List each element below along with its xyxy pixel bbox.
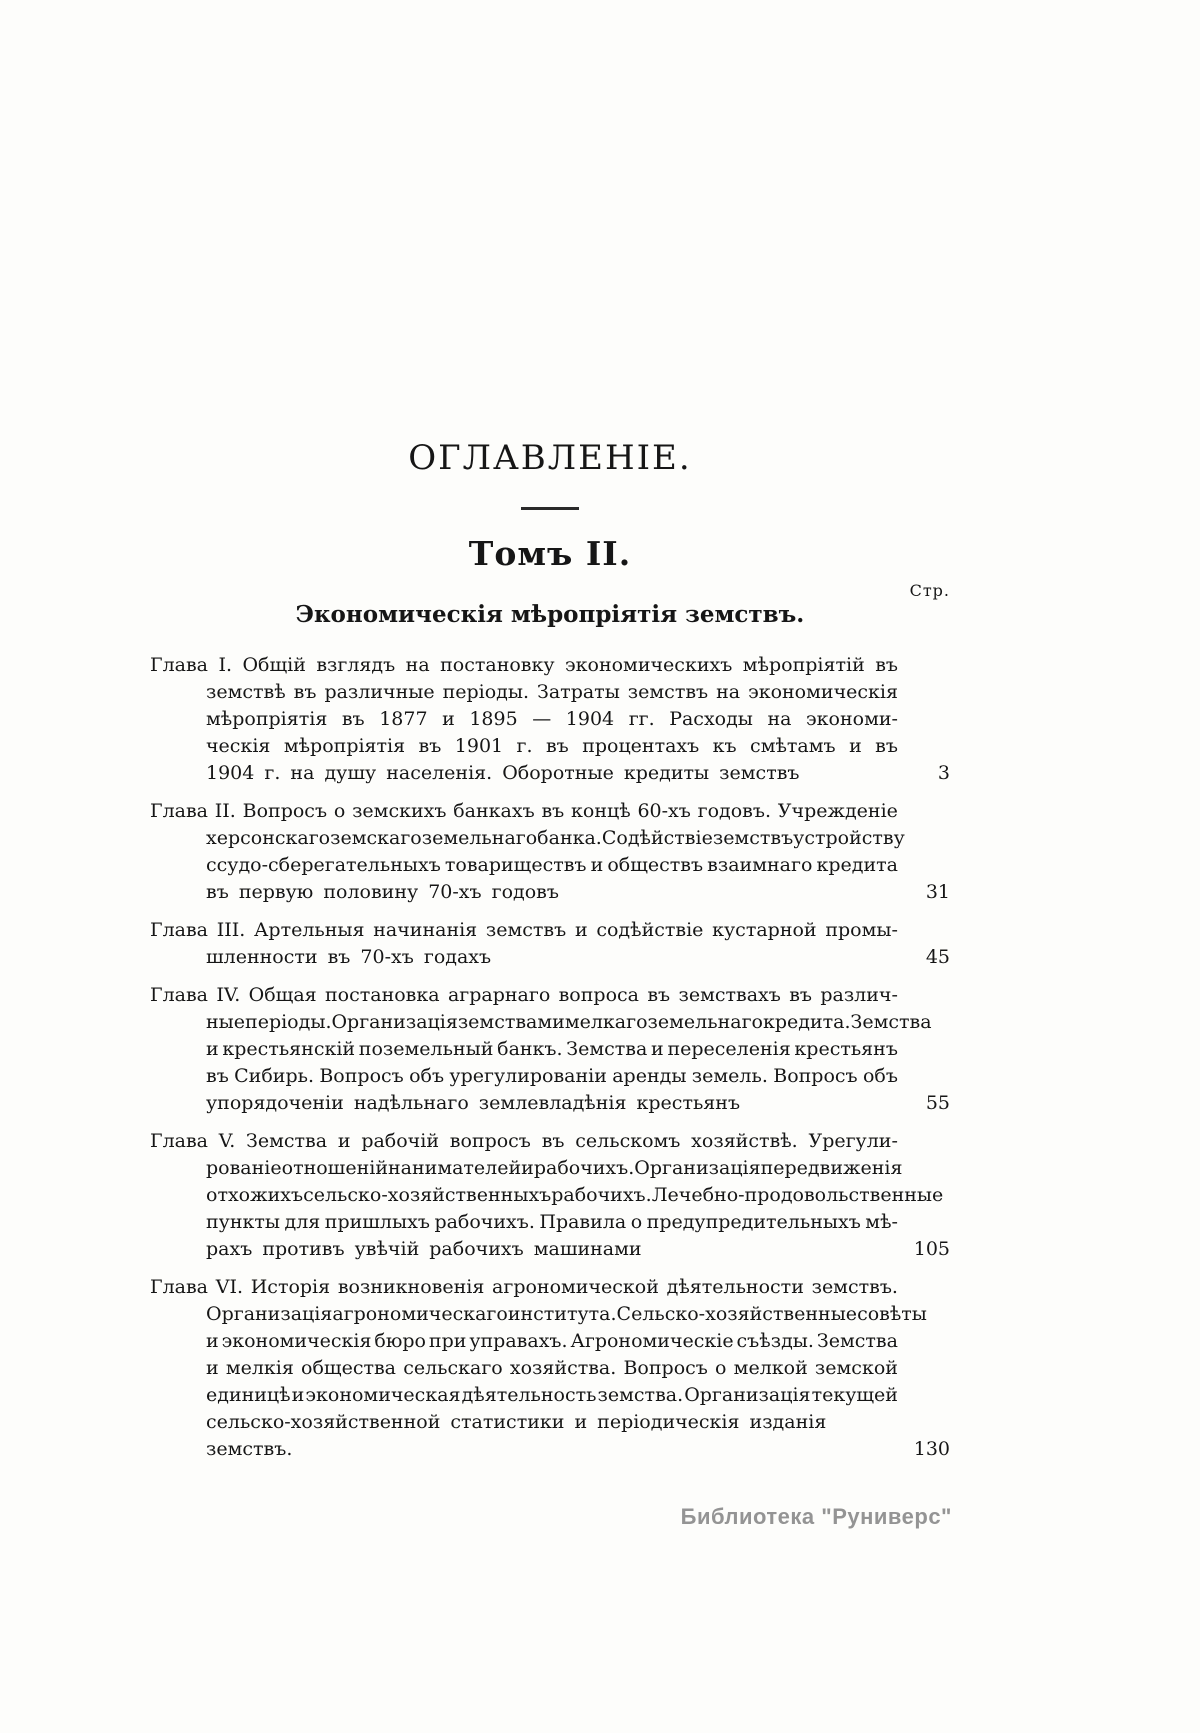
toc-entry-line: отхожихъ сельско-хозяйственныхъ рабочихъ. Лечебно-продовольственные	[206, 1184, 944, 1207]
toc-content	[150, 438, 950, 1474]
toc-entry-page: 3	[937, 762, 950, 785]
toc-entry-line: ческія мѣропріятія въ 1901 г. въ процентахъ къ смѣтамъ и въ	[206, 735, 898, 758]
toc-entry-lines	[150, 1128, 950, 1263]
toc-entry-line: Глава V. Земства и рабочій вопросъ въ сельскомъ хозяйствѣ. Урегули-	[150, 1130, 898, 1153]
toc-entry-line: ные періоды. Организація земствами мелкаго земельнаго кредита. Земства	[206, 1011, 932, 1034]
toc-entry	[150, 917, 950, 971]
toc-entry-line: сельско-хозяйственной статистики и періодическія изданія земствъ.	[206, 1411, 827, 1461]
toc-entry-line: рахъ противъ увѣчій рабочихъ машинами	[206, 1238, 642, 1261]
toc-entry-line: Организація агрономическаго института. Сельско-хозяйственные совѣты	[206, 1303, 927, 1326]
toc-entry-line: Глава IV. Общая постановка аграрнаго вопроса въ земствахъ въ различ-	[150, 984, 898, 1007]
volume-heading: Томъ II.	[468, 533, 632, 573]
toc-entry	[150, 1128, 950, 1263]
title-divider	[521, 507, 579, 510]
toc-entry	[150, 652, 950, 787]
toc-entry-line: шленности въ 70-хъ годахъ	[206, 946, 492, 969]
toc-entry	[150, 1274, 950, 1463]
toc-entry-line: херсонскаго земскаго земельнаго банка. Содѣйствіе земствъ устройству	[206, 827, 905, 850]
toc-entry-line: и мелкія общества сельскаго хозяйства. Вопросъ о мелкой земской	[206, 1357, 898, 1380]
toc-entry-lines	[150, 917, 950, 971]
toc-entry-line: пункты для пришлыхъ рабочихъ. Правила о предупредительныхъ мѣ-	[206, 1211, 898, 1234]
toc-entry-line: Глава VI. Исторія возникновенія агрономической дѣятельности земствъ.	[150, 1276, 898, 1299]
toc-entry-line: упорядоченіи надѣльнаго землевладѣнія крестьянъ	[206, 1092, 741, 1115]
toc-entry-line: въ первую половину 70-хъ годовъ	[206, 881, 559, 904]
library-watermark: Библиотека "Руниверс"	[680, 1504, 952, 1529]
toc-entry	[150, 982, 950, 1117]
toc-entry-line: Глава III. Артельныя начинанія земствъ и содѣйствіе кустарной промы-	[150, 919, 898, 942]
section-title: Экономическія мѣропріятія земствъ.	[295, 600, 805, 628]
toc-entry-line: ссудо-сберегательныхъ товариществъ и обществъ взаимнаго кредита	[206, 854, 898, 877]
toc-entry	[150, 798, 950, 906]
toc-entry-page: 130	[913, 1438, 950, 1461]
toc-entry-line: и экономическія бюро при управахъ. Агрономическіе съѣзды. Земства	[206, 1330, 898, 1353]
toc-entry-lines	[150, 652, 950, 787]
page-title: ОГЛАВЛЕНІЕ.	[408, 438, 692, 478]
page-column-label: Стр.	[909, 581, 950, 601]
toc-entry-line: рованіе отношеній нанимателей и рабочихъ. Организація передвиженія	[206, 1157, 903, 1180]
toc-entry-lines	[150, 982, 950, 1117]
toc-entry-line: въ Сибирь. Вопросъ объ урегулированіи аренды земель. Вопросъ объ	[206, 1065, 898, 1088]
toc-entry-page: 55	[925, 1092, 950, 1115]
toc-entry-lines	[150, 798, 950, 906]
toc-entry-line: земствѣ въ различные періоды. Затраты земствъ на экономическія	[206, 681, 898, 704]
toc-entry-line: единицѣ и экономическая дѣятельность земства. Организація текущей	[206, 1384, 898, 1407]
toc-entry-line: и крестьянскій поземельный банкъ. Земства и переселенія крестьянъ	[206, 1038, 898, 1061]
toc-entry-line: Глава II. Вопросъ о земскихъ банкахъ въ концѣ 60-хъ годовъ. Учрежденіе	[150, 800, 898, 823]
toc-entry-page: 105	[913, 1238, 950, 1261]
toc-entry-line: Глава I. Общій взглядъ на постановку экономическихъ мѣропріятій въ	[150, 654, 898, 677]
toc-entry-line: мѣропріятія въ 1877 и 1895 — 1904 гг. Расходы на экономи-	[206, 708, 898, 731]
toc-entry-lines	[150, 1274, 950, 1463]
toc-entry-page: 45	[925, 946, 950, 969]
toc-entries	[150, 652, 950, 1463]
toc-entry-line: 1904 г. на душу населенія. Оборотные кредиты земствъ	[206, 762, 800, 785]
toc-entry-page: 31	[925, 881, 950, 904]
